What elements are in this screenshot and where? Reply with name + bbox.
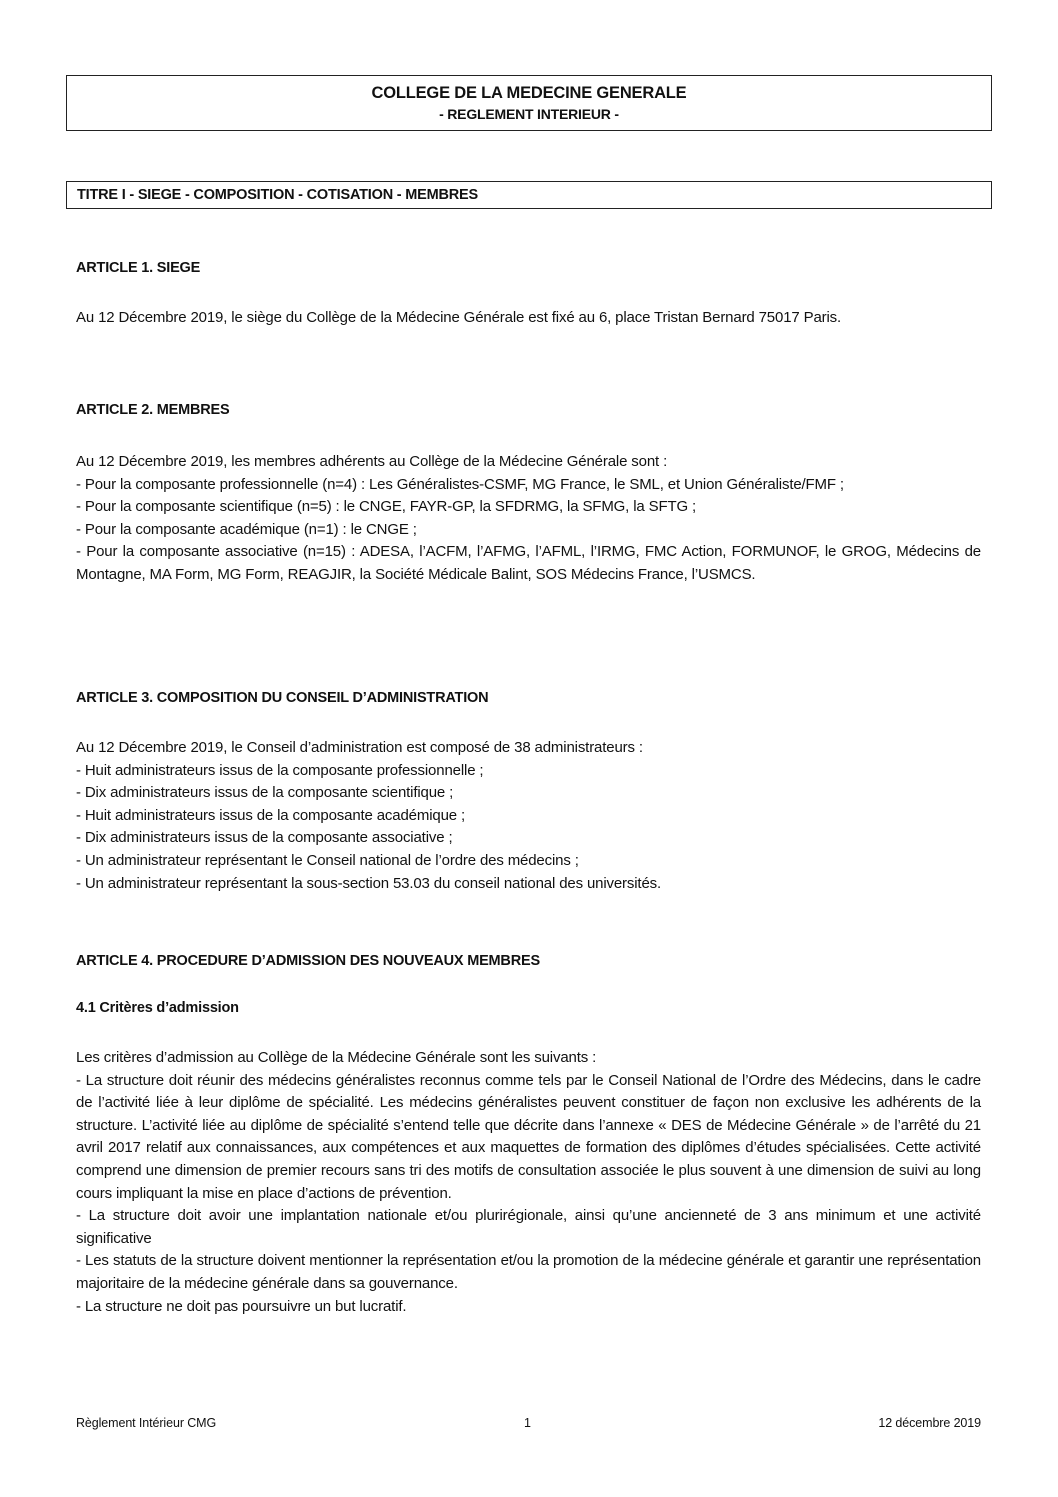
- list-item: - Pour la composante associative (n=15) : ADESA, l’ACFM, l’AFMG, l’AFML, l’IRMG, FMC Action, FORMUNOF, le GROG, Médecins de Montagne, MA Form, MG Form, REAGJIR, la Société Médicale Balint, SOS Médecins France, l’USMCS.: [76, 543, 981, 583]
- list-item: - Huit administrateurs issus de la composante professionnelle ;: [76, 761, 484, 779]
- list-item: - Un administrateur représentant le Conseil national de l’ordre des médecins ;: [76, 851, 579, 869]
- document-title-box: [66, 75, 992, 131]
- article1-text-block: [76, 307, 981, 330]
- article2-heading: ARTICLE 2. MEMBRES: [76, 402, 230, 418]
- document-subtitle: - REGLEMENT INTERIEUR -: [439, 106, 619, 122]
- list-item: - La structure ne doit pas poursuivre un but lucratif.: [76, 1297, 407, 1315]
- article2-text-block: [76, 451, 981, 587]
- list-item: - La structure doit réunir des médecins généralistes reconnus comme tels par le Conseil National de l’Ordre des Médecins, dans le cadre de l’activité liée à leur diplôme de spécialité. Les médecins généralistes peuvent constituer de façon non exclusive les adhérents de la structure. L’activité liée au diplôme de spécialité s’entend telle que décrite dans l’annexe « DES de Médecine Générale » de l’arrêté du 21 avril 2017 relatif aux connaissances, aux compétences et aux maquettes de formation des diplômes d’études spécialisées. Cette activité comprend une dimension de premier recours sans tri des motifs de consultation associée le plus souvent à une dimension de suivi au long cours impliquant la mise en place d’actions de prévention.: [76, 1071, 981, 1202]
- footer-page-number: 1: [524, 1416, 531, 1430]
- list-item: - Dix administrateurs issus de la composante associative ;: [76, 829, 453, 847]
- article3-intro: Au 12 Décembre 2019, le Conseil d’administration est composé de 38 administrateurs :: [76, 739, 643, 756]
- footer-date: 12 décembre 2019: [878, 1416, 981, 1430]
- article1-heading: ARTICLE 1. SIEGE: [76, 260, 201, 276]
- list-item: - Pour la composante académique (n=1) : le CNGE ;: [76, 520, 417, 538]
- article4-heading: ARTICLE 4. PROCEDURE D’ADMISSION DES NOUVEAUX MEMBRES: [76, 953, 540, 969]
- list-item: - La structure doit avoir une implantation nationale et/ou plurirégionale, ainsi qu’une ancienneté de 3 ans minimum et une activité significative: [76, 1207, 981, 1247]
- list-item: - Huit administrateurs issus de la composante académique ;: [76, 806, 465, 824]
- article4-intro: Les critères d’admission au Collège de la Médecine Générale sont les suivants :: [76, 1049, 597, 1066]
- list-item: - Les statuts de la structure doivent mentionner la représentation et/ou la promotion de la médecine générale et garantir une représentation majoritaire de la médecine générale dans sa gouvernance.: [76, 1252, 981, 1292]
- footer-document-name: Règlement Intérieur CMG: [76, 1416, 217, 1430]
- article3-heading: ARTICLE 3. COMPOSITION DU CONSEIL D’ADMINISTRATION: [76, 690, 489, 706]
- list-item: - Dix administrateurs issus de la composante scientifique ;: [76, 784, 454, 802]
- list-item: - Pour la composante professionnelle (n=4) : Les Généralistes-CSMF, MG France, le SML, et Union Généraliste/FMF ;: [76, 475, 844, 493]
- article3-text-block: [76, 737, 981, 895]
- list-item: - Un administrateur représentant la sous-section 53.03 du conseil national des universités.: [76, 874, 662, 892]
- article4-text-block: [76, 1047, 981, 1318]
- article1-text: Au 12 Décembre 2019, le siège du Collège de la Médecine Générale est fixé au 6, place Tristan Bernard 75017 Paris.: [76, 309, 842, 326]
- section-title-box: TITRE I - SIEGE - COMPOSITION - COTISATION - MEMBRES: [66, 181, 992, 209]
- article2-intro: Au 12 Décembre 2019, les membres adhérents au Collège de la Médecine Générale sont :: [76, 453, 668, 470]
- article4-subheading: 4.1 Critères d’admission: [76, 1000, 239, 1016]
- list-item: - Pour la composante scientifique (n=5) : le CNGE, FAYR-GP, la SFDRMG, la SFMG, la SFTG ;: [76, 498, 697, 516]
- document-title: COLLEGE DE LA MEDECINE GENERALE: [371, 84, 687, 102]
